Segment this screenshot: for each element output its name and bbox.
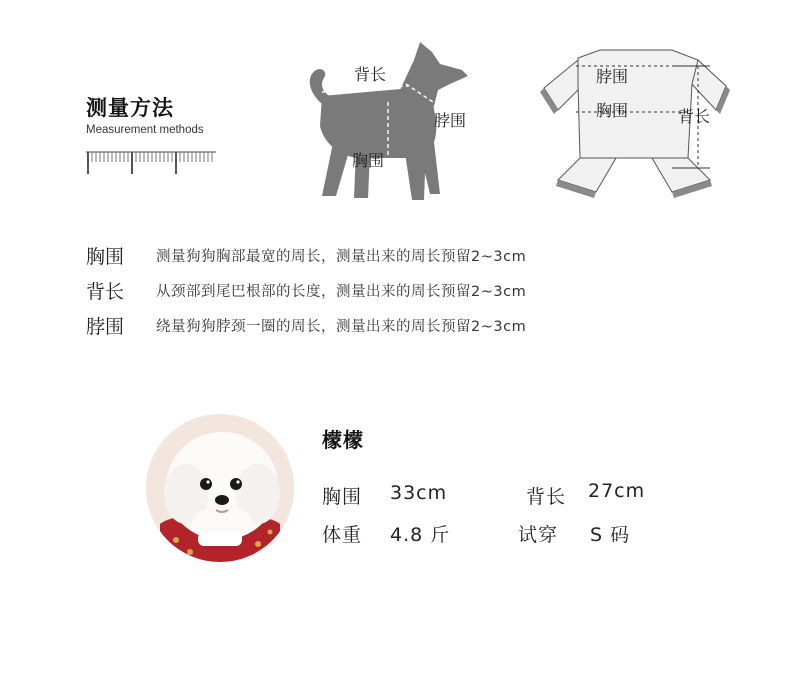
size-stat-label: 试穿 bbox=[518, 524, 559, 546]
clothing-length-label: 背长 bbox=[678, 107, 711, 126]
chest-stat-label: 胸围 bbox=[322, 486, 363, 508]
dog-model-photo bbox=[146, 414, 294, 562]
definition-text: 从颈部到尾巴根部的长度，测量出来的周长预留2~3cm bbox=[156, 283, 527, 300]
definition-row-back bbox=[86, 277, 526, 303]
pet-name: 檬檬 bbox=[322, 428, 364, 452]
ruler-icon bbox=[86, 146, 216, 174]
size-stat-value: S 码 bbox=[590, 524, 631, 546]
definition-text: 测量狗狗胸部最宽的周长，测量出来的周长预留2~3cm bbox=[156, 248, 527, 265]
chest-label: 胸围 bbox=[352, 151, 385, 170]
definition-term: 胸围 bbox=[86, 245, 125, 268]
clothing-measurement-diagram bbox=[540, 40, 730, 200]
clothing-chest-label: 胸围 bbox=[596, 101, 629, 120]
definition-term: 背长 bbox=[86, 280, 125, 303]
back-stat-value: 27cm bbox=[588, 480, 646, 502]
section-subtitle: Measurement methods bbox=[86, 124, 204, 136]
definition-term: 脖围 bbox=[86, 315, 125, 338]
definition-row-chest bbox=[86, 242, 526, 268]
back-stat-label: 背长 bbox=[526, 486, 567, 508]
neck-label: 脖围 bbox=[434, 111, 467, 130]
back-length-label: 背长 bbox=[354, 65, 387, 84]
definition-text: 绕量狗狗脖颈一圈的周长，测量出来的周长预留2~3cm bbox=[156, 318, 527, 335]
clothing-neck-label: 脖围 bbox=[596, 67, 629, 86]
dog-measurement-diagram bbox=[300, 34, 490, 204]
definition-row-neck bbox=[86, 312, 526, 338]
weight-stat-label: 体重 bbox=[322, 524, 363, 546]
section-title: 测量方法 bbox=[86, 96, 174, 120]
weight-stat-value: 4.8 斤 bbox=[390, 524, 451, 546]
chest-stat-value: 33cm bbox=[390, 482, 448, 504]
